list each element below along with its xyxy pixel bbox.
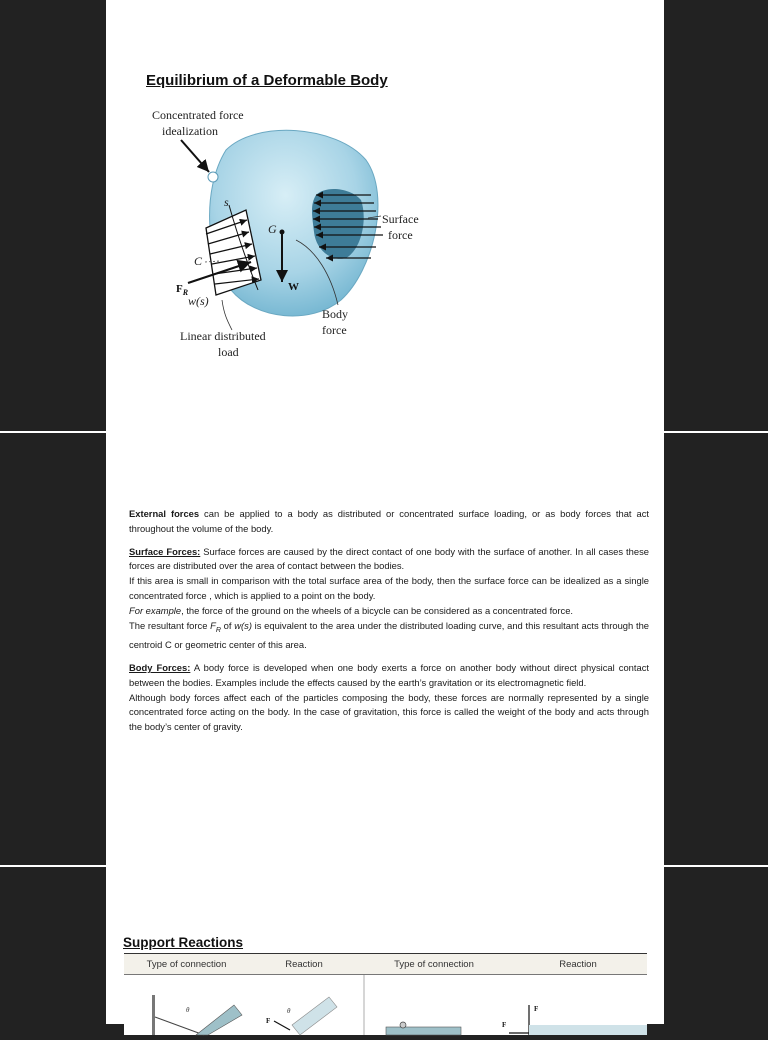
table-header: [124, 953, 647, 975]
surface-force-label-1: Surface: [382, 212, 419, 226]
column-header: Type of connection: [146, 958, 227, 970]
surface-force-label-2: force: [388, 228, 413, 242]
ws-label: w(s): [188, 294, 209, 308]
external-forces-paragraph: External forces can be applied to a body as distributed or concentrated surface loading, or as body forces that act throughout the volume of the body.: [129, 508, 649, 534]
concentrated-force-label-1: Concentrated force: [152, 108, 244, 122]
surface-forces-paragraph: Surface Forces: Surface forces are caused by the direct contact of one body with the surface of another. In all cases these forces are distributed over the area of contact between the bodies. If this area is small in comparison with the total surface area of the body, then the surface force can be idealized as a single concentrated force , which is applied to a point on the body. For example, the force of the ground on the wheels of a bicycle can be considered as a concentrated force. The resultant force $F_R$ of w(s) is equivalent to the area under the distributed loading curve, and this resultant acts through the centroid C or geometric center of this area.: [129, 545, 649, 651]
w-label: W: [288, 281, 299, 293]
column-header: Reaction: [285, 958, 323, 970]
support-figures: [124, 975, 647, 1035]
page-1: [106, 0, 664, 431]
body-force-label-1: Body: [322, 307, 349, 321]
g-label: G: [268, 222, 277, 236]
concentrated-force-label-2: idealization: [162, 124, 218, 138]
fr-label: $F_R$: [176, 283, 189, 297]
fy-label: F: [534, 1005, 539, 1013]
theta-label: θ: [287, 1007, 291, 1015]
body-force-label-2: force: [322, 323, 347, 337]
surface-forces-term: Surface Forces:: [129, 545, 201, 557]
deformable-body-figure: [106, 0, 664, 431]
f-label: F: [266, 1017, 271, 1025]
page-title: Equilibrium of a Deformable Body: [146, 72, 388, 89]
table-body: [124, 975, 647, 1035]
body-forces-paragraph: Body Forces: A body force is developed when one body exerts a force on another body without direct physical contact between the bodies. Examples include the effects caused by the earth’s gravitation or its electromagnetic field. Although body forces affect each of the particles composing the body, these forces are normally represented by a single concentrated force acting on the body. In the case of gravitation, this force is called the weight of the body and acts through the body’s center of gravity.: [129, 662, 649, 733]
concentrated-force-arrow: [181, 140, 209, 172]
body-forces-term: Body Forces:: [129, 662, 191, 674]
theta-label: θ: [186, 1006, 190, 1014]
linear-load-label-2: load: [218, 345, 239, 359]
page-2: [106, 433, 664, 865]
body-text: [129, 507, 649, 743]
c-label: C: [194, 254, 203, 268]
concentrated-force-point: [208, 172, 218, 182]
support-reactions-table: [124, 953, 647, 1035]
column-header: Reaction: [559, 958, 597, 970]
linear-load-label-1: Linear distributed: [180, 329, 266, 343]
column-header: Type of connection: [394, 958, 474, 970]
external-forces-term: External forces: [129, 508, 200, 519]
support-reactions-heading: Support Reactions: [123, 935, 244, 950]
fx-label: F: [502, 1021, 507, 1029]
s-label: s: [224, 195, 229, 209]
page-3: [106, 867, 664, 1029]
